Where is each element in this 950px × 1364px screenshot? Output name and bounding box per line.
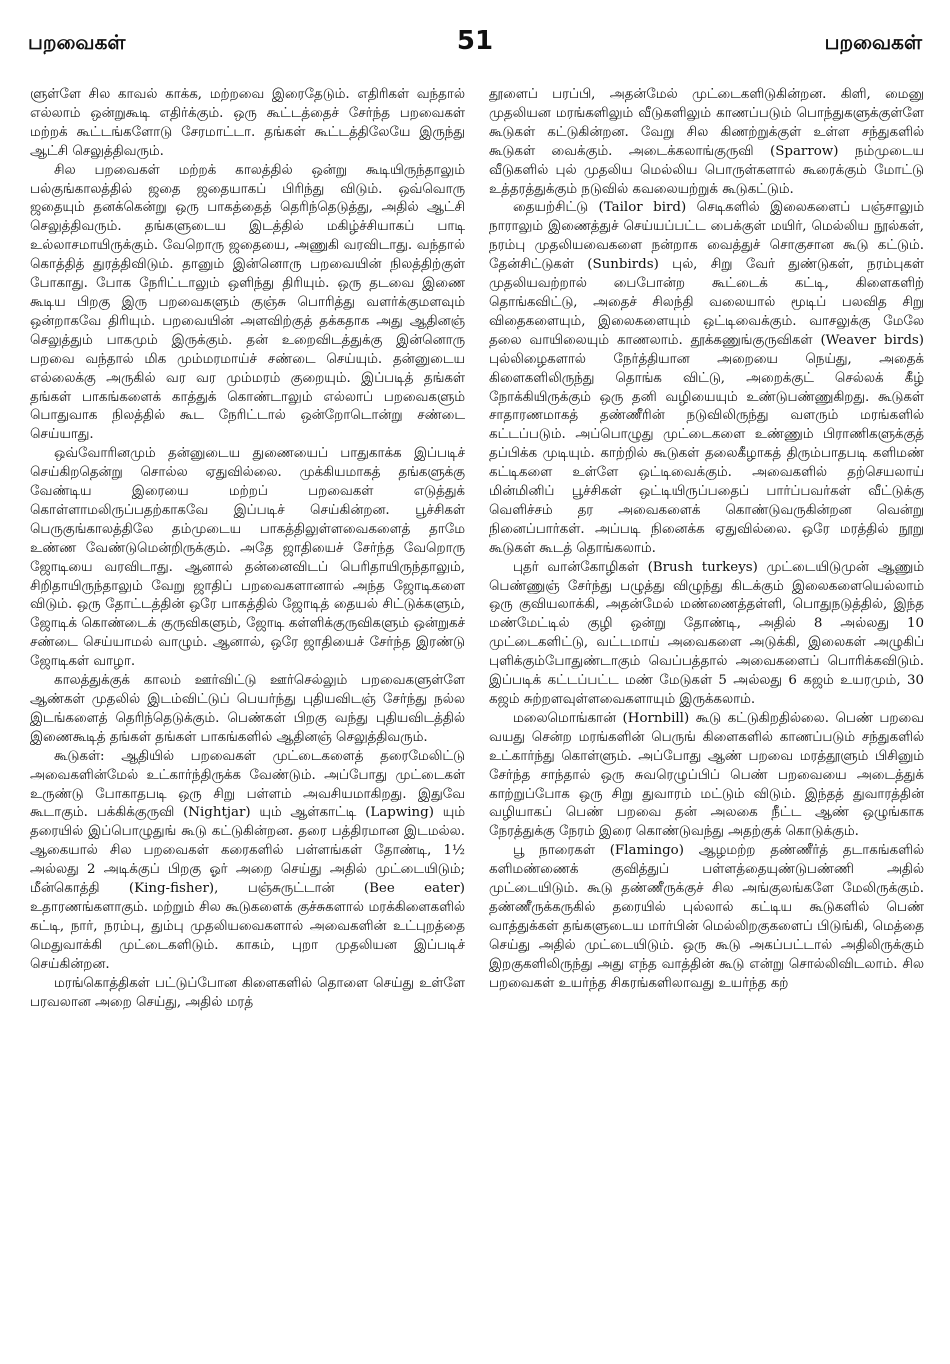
- right-column: [489, 86, 924, 1354]
- left-column: [30, 86, 465, 1354]
- header-right-title: பறவைகள்: [824, 30, 922, 54]
- paragraph: மரங்கொத்திகள் பட்டுப்போன கிளைகளில் தொளை செய்து உள்ளே பரவலான அறை செய்து, அதில் மரத்: [30, 975, 465, 1010]
- paragraph: சில பறவைகள் மற்றக் காலத்தில் ஒன்று கூடியிருந்தாலும் பல்குங்காலத்தில் ஜதை ஜதையாகப் பிரிந்து விடும். ஒவ்வொரு ஜதையும் தனக்கென்று ஒரு பாகத்தைத் தெரிந்தெடுத்து, அதில் ஆட்சி செலுத்திவரும். தங்களுடைய இடத்தில் மகிழ்ச்சியாகப் பாடி உல்லாசமாயிருக்கும். வேறொரு ஜதையை, அணுகி வரவிடாது. வந்தால் கொத்தித் துரத்திவிடும். தானும் இன்னொரு பறவையின் நிலத்திற்குள் போகாது. போக நேரிட்டாலும் ஒளிந்து திரியும். ஒரு தடவை இணை கூடிய பிறகு இரு பறவைகளும் குஞ்சு பொரித்து வளர்க்குமளவும் ஒன்றாகவே திரியும். பறவையின் அளவிற்குத் தக்கதாக அது ஆதினஞ் செலுத்தும் பாகமும் இருக்கும். தன் உறைவிடத்துக்கு இன்னொரு பறவை வந்தால் மிக மும்மரமாய்ச் சண்டை செய்யும். தன்னுடைய எல்லைக்கு அருகில் வர வர மும்மரம் குறையும். இப்படித் தங்கள் தங்கள் பாகங்களைக் காத்துக் கொண்டாலும் எல்லாப் பறவைகளும் பொதுவாக நிலத்தில் கூட நேரிட்டால் ஒன்றோடொன்று சண்டை செய்யாது.: [30, 162, 465, 443]
- paragraph: மலைமொங்கான் (Hornbill) கூடு கட்டுகிறதில்லை. பெண் பறவை வயது சென்ற மரங்களின் பெருங் கிளைகளில் காணப்படும் சந்துகளில் உட்கார்ந்து கொள்ளும். அப்போது ஆண் பறவை மரத்தூளும் பிசினும் சேர்ந்த சாந்தால் ஒரு சுவரெழுப்பிப் பெண் பறவையை அடைத்துக் காற்றுப்போக ஒரு சிறு துவாரம் மட்டும் விடும். இந்தத் துவாரத்தின் வழியாகப் பெண் பறவை தன் அலகை நீட்ட ஆண் ஒழுங்காக நேரத்துக்கு நேரம் இரை கொண்டுவந்து அதற்குக் கொடுக்கும்.: [489, 710, 924, 840]
- paragraph: ளுள்ளே சில காவல் காக்க, மற்றவை இரைதேடும். எதிரிகள் வந்தால் எல்லாம் ஒன்றுகூடி எதிர்க்கும். ஒரு கூட்டத்தைச் சேர்ந்த பறவைகள் மற்றக் கூட்டங்களோடு சேரமாட்டா. தங்கள் கூட்டத்திலேயே இருந்து ஆட்சி செலுத்திவரும்.: [30, 87, 465, 159]
- paragraph: புதர் வான்கோழிகள் (Brush turkeys) முட்டையிடுமுன் ஆணும் பெண்ணுஞ் சேர்ந்து பழுத்து விழுந்து கிடக்கும் இலைகளையெல்லாம் ஒரு குவியலாக்கி, அதன்மேல் மண்ணைத்தள்ளி, பொதுநடுத்தில், இந்த மண்மேட்டில் குழி ஒன்று தோண்டி, அதில் 8 அல்லது 10 முட்டைகளிட்டு, வட்டமாய் அவைகளை அடுக்கி, இலைகள் அழுகிப் புளிக்கும்போதுண்டாகும் வெப்பத்தால் அவைகளைப் பொரிக்கவிடும். இப்படிக் கட்டப்பட்ட மண் மேடுகள் 5 அல்லது 6 கஜம் உயரமும், 30 கஜம் சுற்றளவுள்ளவைகளாயும் இருக்கலாம்.: [489, 559, 924, 707]
- paragraph: பூ நாரைகள் (Flamingo) ஆழமற்ற தண்ணீர்த் தடாகங்களில் களிமண்ணைக் குவித்துப் பள்ளத்தையுண்டுபண்ணி அதில் முட்டையிடும். கூடு தண்ணீருக்குச் சில அங்குலங்களே மேலிருக்கும். தண்ணீருக்கருகில் தரையில் புல்லால் கட்டிய கூடுகளில் பெண் வாத்துக்கள் தங்களுடைய மார்பின் மெல்லிறகுகளைப் பிடுங்கி, மெத்தை செய்து அதில் முட்டையிடும். ஒரு கூடு அகப்பட்டால் அதிலிருக்கும் இறகுகளிலிருந்து அது எந்த வாத்தின் கூடு என்று சொல்லிவிடலாம். சில பறவைகள் உயர்ந்த சிகரங்களிலாவது உயர்ந்த கற்: [489, 843, 924, 991]
- page-header: [28, 26, 922, 70]
- paragraph: ஒவ்வோரினமும் தன்னுடைய துணையைப் பாதுகாக்க இப்படிச் செய்கிறதென்று சொல்ல ஏதுவில்லை. முக்கியமாகத் தங்களுக்கு வேண்டிய இரையை மற்றப் பறவைகள் எடுத்துக் கொள்ளாமலிருப்பதற்காகவே இப்படிச் செய்கின்றன. பூச்சிகள் பெருகுங்காலத்திலே தம்முடைய பாகத்திலுள்ளவைகளைத் தாமே உண்ண வேண்டுமென்றிருக்கும். அதே ஜாதியைச் சேர்ந்த வேறொரு ஜோடியை வரவிடாது. ஆனால் தன்னைவிடப் பெரிதாயிருந்தாலும், சிறிதாயிருந்தாலும் வேறு ஜாதிப் பறவைகளானால் அந்த ஜோடிகளை விடும். ஒரு தோட்டத்தின் ஒரே பாகத்தில் ஜோடித் தையல் சிட்டுக்களும், ஜோடிக் கொண்டைக் குருவிகளும், ஜோடி கள்ளிக்குருவிகளும் ஒன்றுகச் சண்டை செய்யாமல் வாழும். ஆனால், ஒரே ஜாதியைச் சேர்ந்த இரண்டு ஜோடிகள் வாழா.: [30, 446, 465, 670]
- paragraph: கூடுகள்: ஆதியில் பறவைகள் முட்டைகளைத் தரைமேலிட்டு அவைகளின்மேல் உட்கார்ந்திருக்க வேண்டும். அப்போது முட்டைகள் உருண்டு போகாதபடி ஒரு சிறு பள்ளம் அவசியமாகிறது. இதுவே கூடாகும். பக்கிக்குருவி (Nightjar) யும் ஆள்காட்டி (Lapwing) யும் தரையில் இப்பொழுதுங் கூடு கட்டுகின்றன. தரை பத்திரமான இடமல்ல. ஆகையால் சில பறவைகள் கரைகளில் பள்ளங்கள் தோண்டி, 1½ அல்லது 2 அடிக்குப் பிறகு ஓர் அறை செய்து அதில் முட்டையிடும்; மீன்கொத்தி (King-fisher), பஞ்சுருட்டான் (Bee eater) உதாரணங்களாகும். மற்றும் சில கூடுகளைக் குச்சுகளால் மரக்கிளைகளில் கட்டி, நார், நரம்பு, தும்பு முதலியவைகளால் அவைகளின் உட்புறத்தை மெதுவாக்கி முட்டைகளிடும். காகம், புறா முதலியன இப்படிச் செய்கின்றன.: [30, 748, 465, 972]
- header-left-title: பறவைகள்: [28, 30, 126, 54]
- page-number: 51: [456, 26, 494, 56]
- page-body: [30, 86, 924, 1354]
- paragraph: தூளைப் பரப்பி, அதன்மேல் முட்டைகளிடுகின்றன. கிளி, மைனு முதலியன மரங்களிலும் வீடுகளிலும் காணப்படும் பொந்துகளுக்குள்ளே கூடுகள் கட்டுகின்றன. வேறு சில கிணற்றுக்குள் உள்ள சந்துகளில் கூடுகள் வைக்கும். அடைக்கலாங்குருவி (Sparrow) நம்முடைய வீடுகளில் புல் முதலிய மெல்லிய பொருள்களால் கூரைக்கும் மோட்டு உத்தரத்துக்கும் நடுவில் கவலையற்றுக் கூடுகட்டும்.: [489, 87, 924, 197]
- paragraph: காலத்துக்குக் காலம் ஊர்விட்டு ஊர்செல்லும் பறவைகளுள்ளே ஆண்கள் முதலில் இடம்விட்டுப் பெயர்ந்து புதியவிடஞ் சேர்ந்து நல்ல இடங்களைத் தெரிந்தெடுக்கும். பெண்கள் பிறகு வந்து புதியவிடத்தில் இணைகூடித் தங்கள் தங்கள் பாகங்களில் ஆதினஞ் செலுத்திவரும்.: [30, 673, 465, 745]
- paragraph: தையற்சிட்டு (Tailor bird) செடிகளில் இலைகளைப் பஞ்சாலும் நாராலும் இணைத்துச் செய்யப்பட்ட பைக்குள் மயிர், மெல்லிய நூல்கள், நரம்பு முதலியவைகளை நன்றாக வைத்துச் சொகுசான கூடு கட்டும். தேன்சிட்டுகள் (Sunbirds) புல், சிறு வேர் துண்டுகள், நரம்புகள் முதலியவற்றால் பைபோன்ற கூட்டைக் கட்டி, கிளைகளிற் தொங்கவிட்டு, அதைச் சிலந்தி வலையால் மூடிப் பலவித சிறு விதைகளையும், இலைகளையும் ஒட்டிவைக்கும். வாசலுக்கு மேலே தலை வாயிலையும் காணலாம். தூக்கணுங்குருவிகள் (Weaver birds) புல்லிழைகளால் நேர்த்தியான அறையை நெய்து, அதைக் கிளைகளிலிருந்து தொங்க விட்டு, அறைக்குட் செல்லக் கீழ் நோக்கியிருக்கும் ஒரு தனி வழியையும் உண்டுபண்ணுகிறது. கூடுகள் சாதாரணமாகத் தண்ணீரின் நடுவிலிருந்து வளரும் மரங்களில் கட்டப்படும். அப்பொழுது முட்டைகளை உண்ணும் பிராணிகளுக்குத் தப்பிக்க முடியும். காற்றில் கூடுகள் தலைகீழாகத் திரும்பாதபடி களிமண் கட்டிகளை உள்ளே ஒட்டிவைக்கும். அவைகளில் தற்செயலாய் மின்மினிப் பூச்சிகள் ஒட்டியிருப்பதைப் பார்ப்பவர்கள் வீட்டுக்கு வெளிச்சம் தர அவைகளைக் கொண்டுவருகின்றன வென்று நினைப்பார்கள். அப்படி நினைக்க ஏதுவில்லை. ஒரே மரத்தில் நூறு கூடுகள் கூடத் தொங்கலாம்.: [489, 200, 924, 556]
